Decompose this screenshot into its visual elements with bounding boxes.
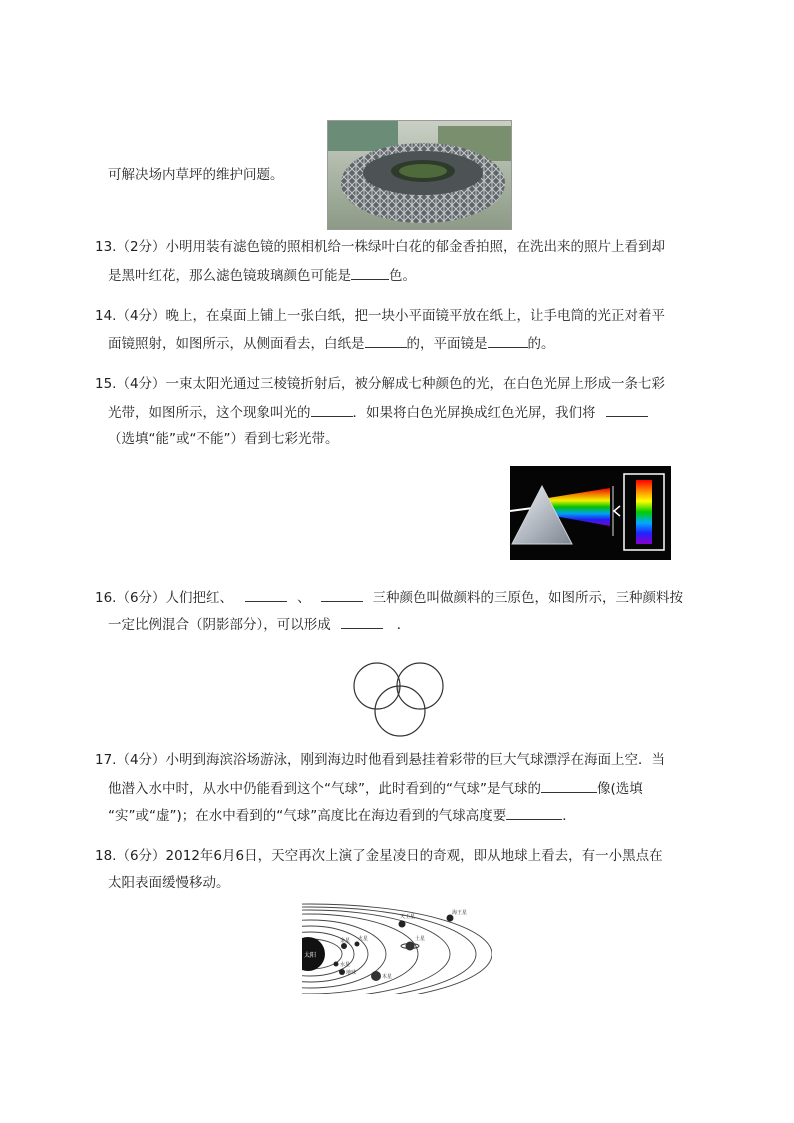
- q12-tail-text: 可解决场内草坪的维护问题。: [108, 167, 284, 183]
- q17-text-b: 像(选填: [596, 781, 643, 797]
- q15-text-b: ．如果将白色光屏换成红色光屏，我们将: [352, 405, 596, 421]
- q14-blank-2: [488, 333, 528, 348]
- q16-text-b: 、: [297, 590, 311, 606]
- q14-line1: 14.（4分）晚上，在桌面上铺上一张白纸，把一块小平面镜平放在纸上，让手电筒的光正对着平: [95, 308, 666, 324]
- q16-blank-3: [341, 614, 383, 629]
- q15-blank-2: [606, 402, 648, 417]
- q13-text-b: 色。: [389, 268, 416, 284]
- q18-line1: 18.（6分）2012年6月6日，天空再次上演了金星凌日的奇观，即从地球上看去，有一小黑点在: [95, 848, 663, 864]
- jupiter-label: 木星: [382, 974, 393, 980]
- q14-text-b: 的，平面镜是: [406, 336, 488, 352]
- q17-blank-1: [541, 778, 597, 793]
- q16-text-a: 16.（6分）人们把红、: [95, 590, 234, 606]
- q16-blank-1: [245, 587, 287, 602]
- q14-text-c: 的。: [527, 336, 555, 352]
- q15-text-a: 光带，如图所示，这个现象叫光的: [108, 405, 311, 421]
- q17-line3: [108, 805, 576, 826]
- solar-system-figure: [302, 902, 492, 994]
- earth-label: 地球: [346, 970, 357, 976]
- q15-line2: [108, 402, 648, 423]
- venus-label: 金星: [340, 938, 351, 944]
- mercury-label: 水星: [340, 962, 351, 968]
- q17-blank-2: [506, 805, 562, 820]
- q16-line2: [108, 614, 410, 635]
- q16-blank-2: [321, 587, 363, 602]
- q16-text-c: 三种颜色叫做颜料的三原色，如图所示，三种颜料按: [372, 590, 684, 606]
- prism-figure: [510, 466, 671, 560]
- q14-line2: [108, 333, 555, 354]
- q16-line1: [95, 587, 683, 608]
- neptune-label: 海王星: [452, 910, 468, 916]
- q13-blank: [351, 265, 389, 280]
- q16-text-e: ．: [396, 617, 411, 633]
- q15-blank-1: [311, 402, 353, 417]
- q13-line1: 13.（2分）小明用装有滤色镜的照相机给一株绿叶白花的郁金香拍照，在洗出来的照片上看到却: [95, 239, 666, 255]
- uranus-label: 天王星: [400, 914, 416, 920]
- q17-line1: 17.（4分）小明到海滨浴场游泳，刚到海边时他看到悬挂着彩带的巨大气球漂浮在海面上空．当: [95, 752, 666, 768]
- q13-text-a: 是黑叶红花，那么滤色镜玻璃颜色可能是: [108, 268, 351, 284]
- q17-text-d: ．: [562, 808, 576, 824]
- q17-line2: [108, 778, 643, 799]
- saturn-label: 土星: [415, 936, 426, 942]
- q15-line1: 15.（4分）一束太阳光通过三棱镜折射后，被分解成七种颜色的光，在白色光屏上形成一条七彩: [95, 376, 666, 392]
- q14-blank-1: [365, 333, 407, 348]
- three-circle-venn-diagram: [352, 654, 448, 740]
- q14-text-a: 面镜照射，如图所示，从侧面看去，白纸是: [108, 336, 365, 352]
- q15-line3: （选填“能”或“不能”）看到七彩光带。: [108, 431, 339, 447]
- mars-label: 火星: [358, 936, 369, 942]
- q17-text-a: 他潜入水中时，从水中仍能看到这个“气球”，此时看到的“气球”是气球的: [108, 781, 541, 797]
- q17-text-c: “实”或“虚”)；在水中看到的“气球”高度比在海边看到的气球高度要: [108, 808, 507, 824]
- q18-line2: 太阳表面缓慢移动。: [108, 875, 230, 891]
- q16-text-d: 一定比例混合（阴影部分），可以形成: [108, 617, 331, 633]
- sun-label: 太阳: [304, 952, 317, 959]
- stadium-photo: [327, 120, 512, 230]
- q13-line2: [108, 265, 416, 286]
